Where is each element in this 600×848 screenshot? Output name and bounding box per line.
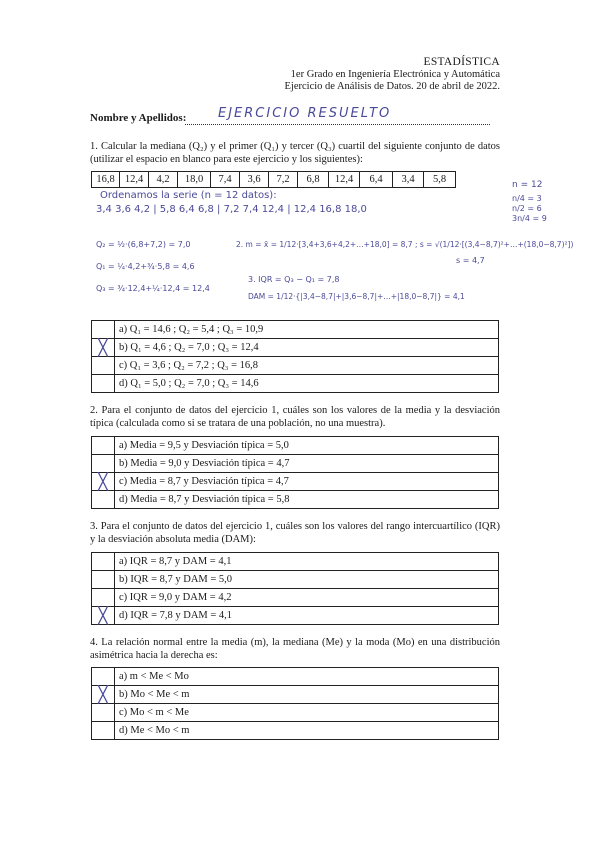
option-label: a) Q₁ = 14,6 ; Q₂ = 5,4 ; Q₃ = 10,9 (115, 321, 499, 339)
data-cell: 4,2 (149, 172, 178, 188)
option-row[interactable] (92, 455, 499, 473)
option-row[interactable] (92, 589, 499, 607)
cross-mark-icon: ╳ (98, 684, 108, 704)
work-sd: s = 4,7 (456, 256, 485, 265)
data-cell: 3,6 (240, 172, 269, 188)
option-row[interactable] (92, 607, 499, 625)
work-ordered-title: Ordenamos la serie (n = 12 datos): (100, 190, 277, 201)
cross-mark-icon: ╳ (98, 605, 108, 625)
option-row[interactable] (92, 491, 499, 509)
option-checkbox[interactable] (92, 357, 115, 375)
degree-line: 1er Grado en Ingeniería Electrónica y Automática (290, 69, 500, 80)
work-q3: Q₃ = ¾·12,4+¼·12,4 = 12,4 (96, 284, 210, 293)
option-label: d) Media = 8,7 y Desviación típica = 5,8 (115, 491, 499, 509)
option-row[interactable] (92, 704, 499, 722)
option-checkbox[interactable] (92, 607, 115, 625)
work-dam: DAM = 1/12·{|3,4−8,7|+|3,6−8,7|+…+|18,0−8,7|} = 4,1 (248, 292, 465, 301)
data-cell: 6,8 (298, 172, 329, 188)
course-title: ESTADÍSTICA (423, 56, 500, 68)
option-label: b) Mo < Me < m (115, 686, 499, 704)
option-checkbox[interactable] (92, 455, 115, 473)
option-row[interactable] (92, 686, 499, 704)
question-1-text: 1. Calcular la mediana (Q₂) y el primer (Q₁) y tercer (Q₃) cuartil del siguiente conjunto de datos (utilizar el espacio en blanco para este ejercicio y los siguientes): (90, 141, 500, 165)
question-1-options (91, 320, 499, 393)
data-cell: 5,8 (424, 172, 456, 188)
option-row[interactable] (92, 473, 499, 491)
data-cell: 6,4 (360, 172, 393, 188)
work-n-half: n/2 = 6 (512, 204, 542, 213)
data-cell: 12,4 (120, 172, 149, 188)
option-label: a) Media = 9,5 y Desviación típica = 5,0 (115, 437, 499, 455)
question-4-options (91, 667, 499, 740)
work-n-quarter: n/4 = 3 (512, 194, 542, 203)
work-n-three-quarter: 3n/4 = 9 (512, 214, 547, 223)
cross-mark-icon: ╳ (98, 337, 108, 357)
option-checkbox[interactable] (92, 473, 115, 491)
data-cell: 16,8 (92, 172, 120, 188)
data-table (91, 171, 456, 188)
question-2-text: 2. Para el conjunto de datos del ejercicio 1, cuáles son los valores de la media y la desviación típica (calculada como si se tratara de una población, no una muestra). (90, 405, 500, 429)
option-checkbox[interactable] (92, 589, 115, 607)
option-checkbox[interactable] (92, 339, 115, 357)
option-label: b) IQR = 8,7 y DAM = 5,0 (115, 571, 499, 589)
work-q1: Q₁ = ¼·4,2+¾·5,8 = 4,6 (96, 262, 195, 271)
exam-line: Ejercicio de Análisis de Datos. 20 de abril de 2022. (284, 81, 500, 92)
question-4-text: 4. La relación normal entre la media (m), la mediana (Me) y la moda (Mo) en una distribución asimétrica hacia la derecha es: (90, 637, 500, 661)
option-checkbox[interactable] (92, 571, 115, 589)
option-checkbox[interactable] (92, 321, 115, 339)
work-q2: Q₂ = ½·(6,8+7,2) = 7,0 (96, 240, 191, 249)
option-label: c) IQR = 9,0 y DAM = 4,2 (115, 589, 499, 607)
name-label: Nombre y Apellidos: (90, 112, 187, 124)
option-row[interactable] (92, 437, 499, 455)
data-cell: 3,4 (393, 172, 424, 188)
option-row[interactable] (92, 321, 499, 339)
work-ordered-series: 3,4 3,6 4,2 | 5,8 6,4 6,8 | 7,2 7,4 12,4 | 12,4 16,8 18,0 (96, 204, 367, 215)
option-row[interactable] (92, 668, 499, 686)
option-label: c) Q₁ = 3,6 ; Q₂ = 7,2 ; Q₃ = 16,8 (115, 357, 499, 375)
option-label: d) Q₁ = 5,0 ; Q₂ = 7,0 ; Q₃ = 14,6 (115, 375, 499, 393)
option-label: b) Q₁ = 4,6 ; Q₂ = 7,0 ; Q₃ = 12,4 (115, 339, 499, 357)
option-row[interactable] (92, 357, 499, 375)
option-checkbox[interactable] (92, 668, 115, 686)
option-row[interactable] (92, 571, 499, 589)
option-row[interactable] (92, 553, 499, 571)
option-label: c) Mo < m < Me (115, 704, 499, 722)
data-cell: 7,2 (269, 172, 298, 188)
question-3-text: 3. Para el conjunto de datos del ejercicio 1, cuáles son los valores del rango intercuartílico (IQR) y la desviación absoluta media (DAM): (90, 521, 500, 545)
option-row[interactable] (92, 722, 499, 740)
work-mean: 2. m = x̄ = 1/12·[3,4+3,6+4,2+…+18,0] = 8,7 ; s = √(1/12·[(3,4−8,7)²+…+(18,0−8,7)²]) (236, 240, 574, 249)
data-cell: 7,4 (211, 172, 240, 188)
name-handwritten: EJERCICIO RESUELTO (218, 106, 392, 121)
option-checkbox[interactable] (92, 437, 115, 455)
work-n: n = 12 (512, 180, 543, 190)
option-label: c) Media = 8,7 y Desviación típica = 4,7 (115, 473, 499, 491)
option-checkbox[interactable] (92, 553, 115, 571)
option-row[interactable] (92, 339, 499, 357)
option-checkbox[interactable] (92, 375, 115, 393)
question-3-options (91, 552, 499, 625)
option-label: a) IQR = 8,7 y DAM = 4,1 (115, 553, 499, 571)
option-label: a) m < Me < Mo (115, 668, 499, 686)
option-label: d) IQR = 7,8 y DAM = 4,1 (115, 607, 499, 625)
data-cell: 12,4 (329, 172, 360, 188)
work-iqr: 3. IQR = Q₃ − Q₁ = 7,8 (248, 275, 340, 284)
option-row[interactable] (92, 375, 499, 393)
option-label: b) Media = 9,0 y Desviación típica = 4,7 (115, 455, 499, 473)
option-label: d) Me < Mo < m (115, 722, 499, 740)
data-cell: 18,0 (178, 172, 211, 188)
option-checkbox[interactable] (92, 491, 115, 509)
cross-mark-icon: ╳ (98, 471, 108, 491)
option-checkbox[interactable] (92, 722, 115, 740)
option-checkbox[interactable] (92, 704, 115, 722)
question-2-options (91, 436, 499, 509)
option-checkbox[interactable] (92, 686, 115, 704)
